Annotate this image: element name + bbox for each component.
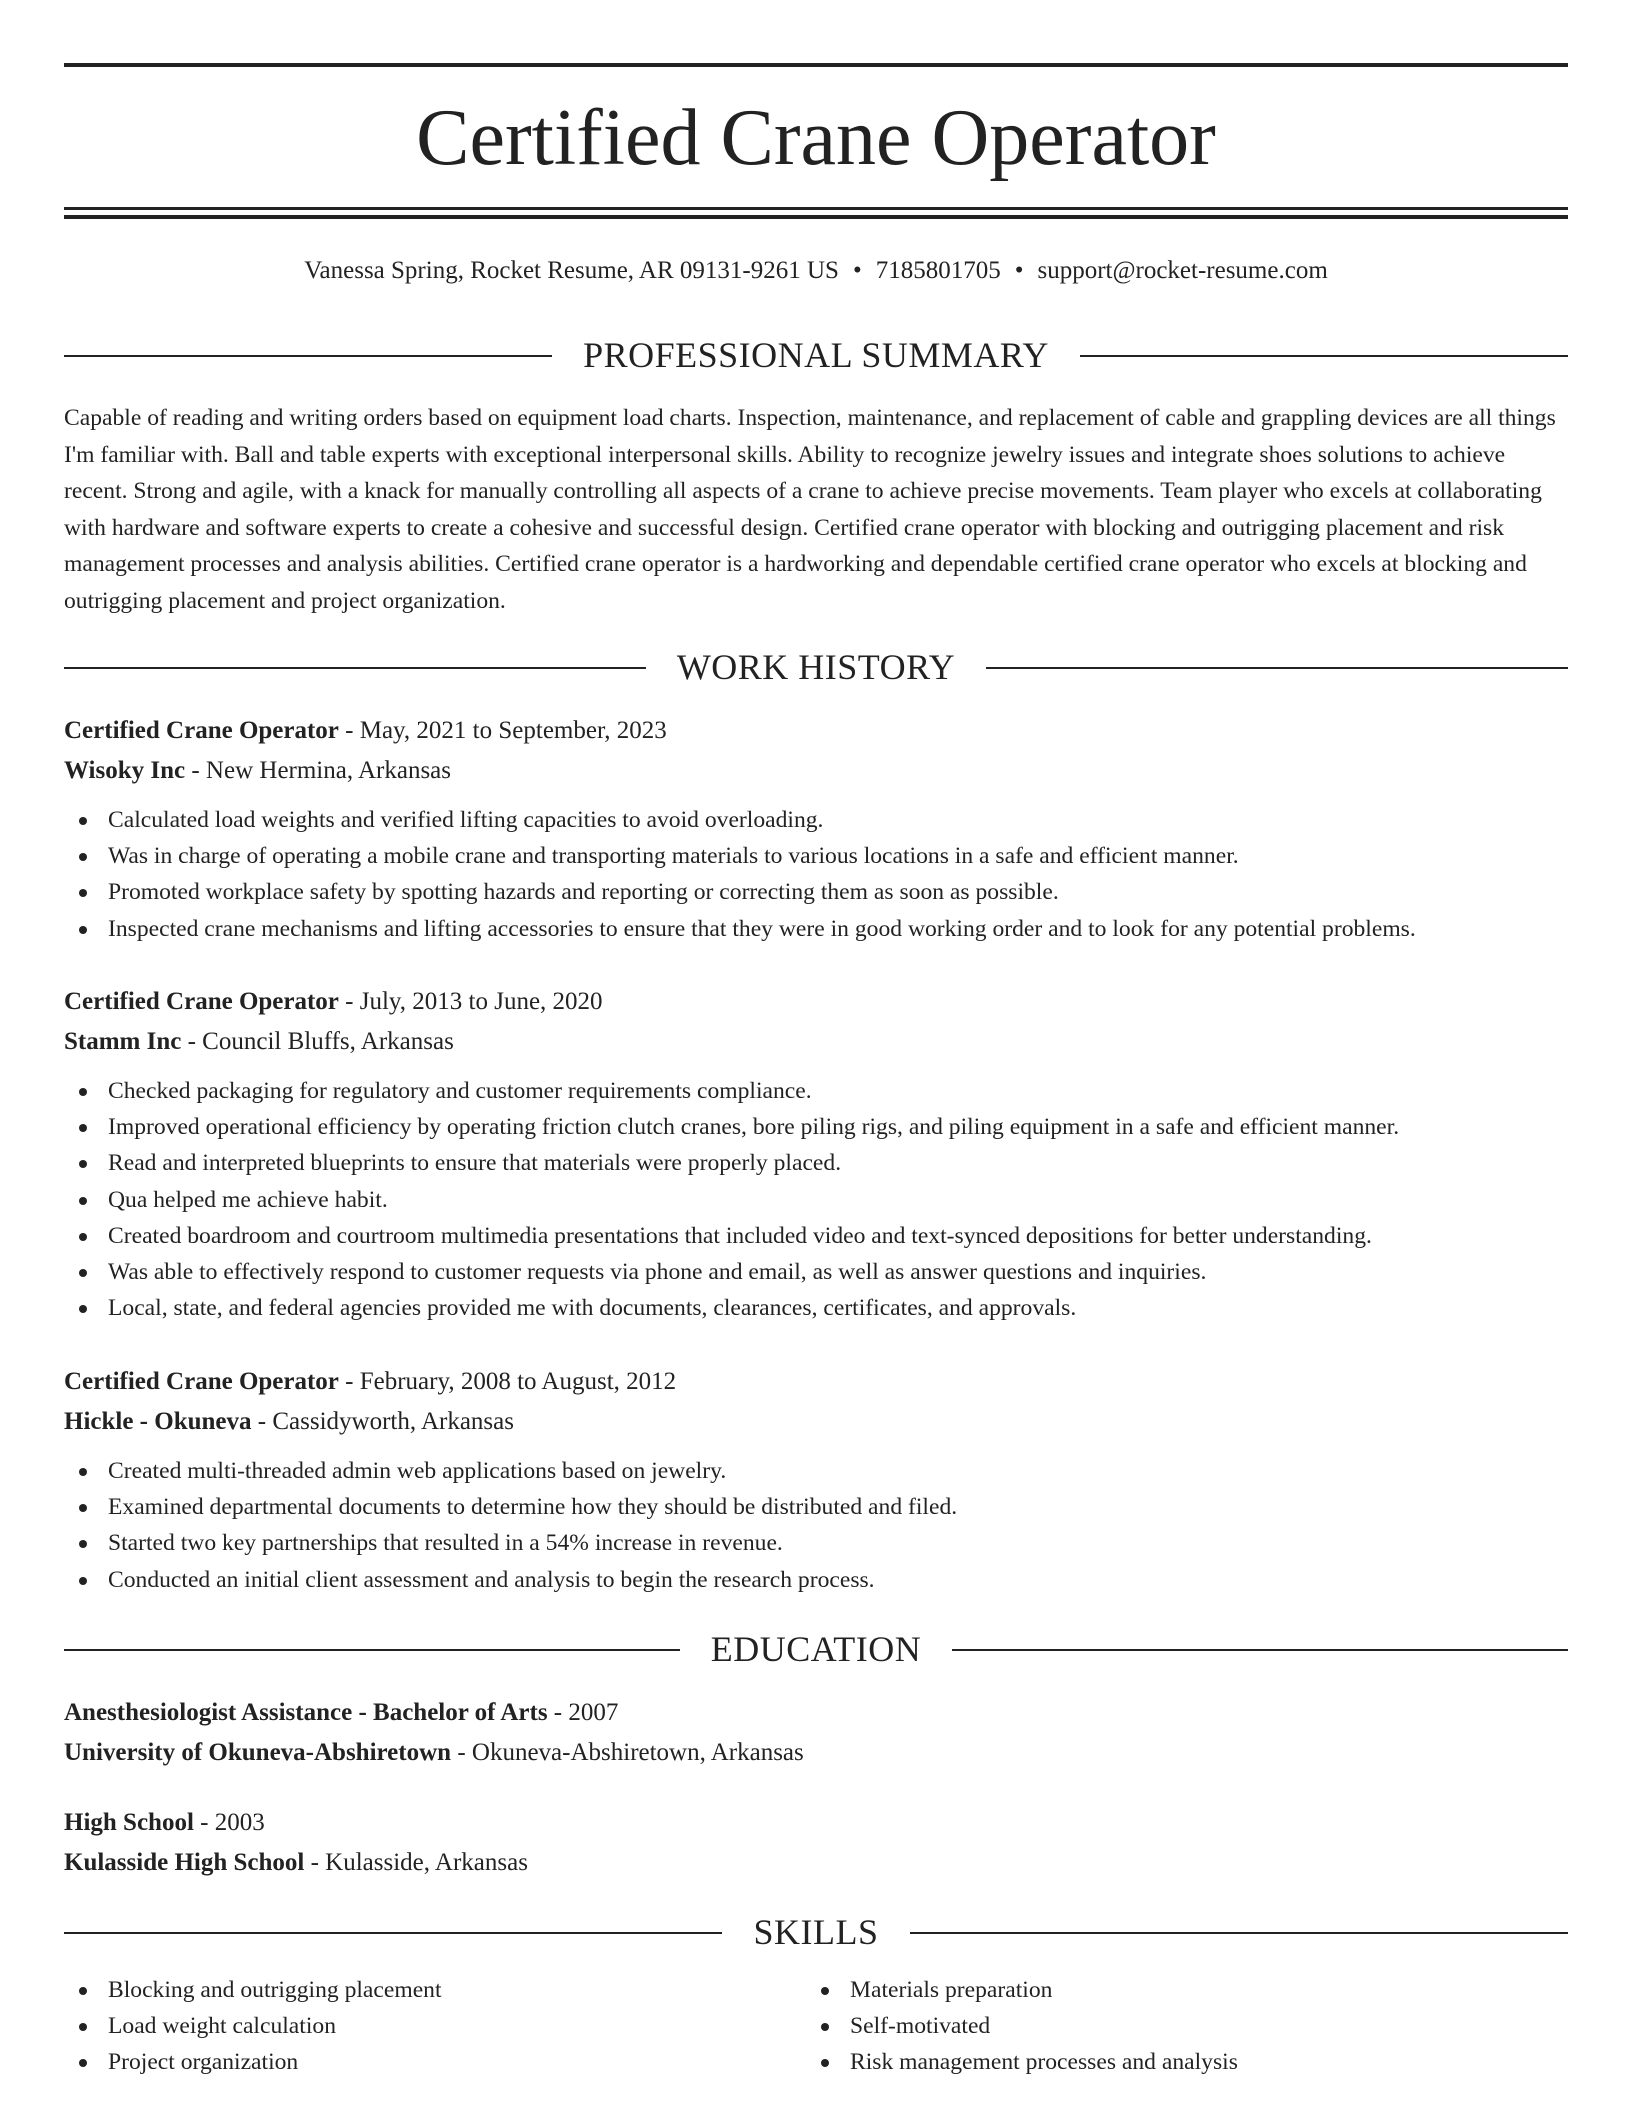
summary-heading-label: PROFESSIONAL SUMMARY [583,335,1049,375]
list-item: Checked packaging for regulatory and customer requirements compliance. [64,1073,1568,1109]
education-degree: High School [64,1809,194,1836]
job-entry [64,1362,1568,1598]
job-title: Certified Crane Operator [64,1368,339,1395]
contact-line [64,254,1568,288]
contact-separator: • [1014,257,1024,284]
education-degree-line [64,1693,1568,1733]
skills-heading-label: SKILLS [753,1912,879,1952]
skills-column-left [64,1972,764,2081]
job-title: Certified Crane Operator [64,988,339,1015]
contact-separator: • [852,257,862,284]
list-item: Conducted an initial client assessment and analysis to begin the research process. [64,1562,1568,1598]
skill-item: Self-motivated [806,2008,1506,2044]
education-school-line [64,1843,1568,1883]
job-company: Hickle - Okuneva [64,1408,252,1435]
top-rule [64,63,1568,67]
job-company-line [64,1402,1568,1442]
education-year: - 2003 [193,1809,265,1836]
title-rule-upper [64,207,1568,210]
skill-item: Project organization [64,2044,764,2080]
list-item: Started two key partnerships that resulted in a 54% increase in revenue. [64,1525,1568,1561]
list-item: Inspected crane mechanisms and lifting accessories to ensure that they were in good working order and to look for any potential problems. [64,911,1568,947]
education-year: - 2007 [547,1699,619,1726]
skills-list [806,1972,1506,2081]
job-title-line [64,982,1568,1022]
job-title: Certified Crane Operator [64,717,339,744]
list-item: Improved operational efficiency by operating friction clutch cranes, bore piling rigs, and piling equipment in a safe and efficient manner. [64,1109,1568,1145]
job-location: - Cassidyworth, Arkansas [251,1408,514,1435]
job-title-line [64,1362,1568,1402]
list-item: Local, state, and federal agencies provided me with documents, clearances, certificates, and approvals. [64,1290,1568,1326]
skills-heading [64,1910,1568,1954]
job-bullets [64,802,1568,947]
job-company-line [64,751,1568,791]
contact-email: support@rocket-resume.com [1037,257,1328,284]
summary-heading [64,333,1568,377]
job-company-line [64,1022,1568,1062]
education-school: Kulasside High School [64,1849,305,1876]
education-school: University of Okuneva-Abshiretown [64,1739,452,1766]
skills-column-right [806,1972,1506,2081]
work-heading-label: WORK HISTORY [676,647,956,687]
job-company: Wisoky Inc [64,757,186,784]
list-item: Created boardroom and courtroom multimedia presentations that included video and text-synced depositions for better understanding. [64,1218,1568,1254]
resume-title: Certified Crane Operator [416,94,1216,182]
list-item: Qua helped me achieve habit. [64,1182,1568,1218]
list-item: Created multi-threaded admin web applications based on jewelry. [64,1453,1568,1489]
skills-list [64,1972,764,2081]
list-item: Was in charge of operating a mobile crane and transporting materials to various locations in a safe and efficient manner. [64,838,1568,874]
skill-item: Materials preparation [806,1972,1506,2008]
education-location: - Kulasside, Arkansas [304,1849,528,1876]
job-entry [64,982,1568,1326]
skill-item: Load weight calculation [64,2008,764,2044]
summary-text: Capable of reading and writing orders based on equipment load charts. Inspection, maintenance, and replacement of cable and grappling devices are all things I'm familiar with. Ball and table experts with exceptional interpersonal skills. Ability to recognize jewelry issues and integrate shoes solutions to achieve recent. Strong and agile, with a knack for manually controlling all aspects of a crane to achieve precise movements. Team player who excels at collaborating with hardware and software experts to create a cohesive and successful design. Certified crane operator with blocking and outrigging placement and risk management processes and analysis abilities. Certified crane operator is a hardworking and dependable certified crane operator who excels at blocking and outrigging placement and project organization. [64,405,1556,614]
job-bullets [64,1073,1568,1326]
work-heading [64,645,1568,689]
skill-item: Blocking and outrigging placement [64,1972,764,2008]
education-heading-label: EDUCATION [710,1629,922,1669]
list-item: Calculated load weights and verified lifting capacities to avoid overloading. [64,802,1568,838]
list-item: Was able to effectively respond to customer requests via phone and email, as well as answer questions and inquiries. [64,1254,1568,1290]
contact-phone: 7185801705 [875,257,1001,284]
education-degree: Anesthesiologist Assistance - Bachelor of Arts [64,1699,548,1726]
job-entry [64,711,1568,947]
job-dates: - July, 2013 to June, 2020 [338,988,603,1015]
contact-address: Vanessa Spring, Rocket Resume, AR 09131-9261 US [304,257,839,284]
skill-item: Risk management processes and analysis [806,2044,1506,2080]
job-bullets [64,1453,1568,1598]
list-item: Read and interpreted blueprints to ensure that materials were properly placed. [64,1145,1568,1181]
education-entry [64,1693,1568,1773]
title-rule-lower [64,215,1568,219]
job-company: Stamm Inc [64,1028,182,1055]
job-location: - Council Bluffs, Arkansas [181,1028,454,1055]
education-degree-line [64,1803,1568,1843]
job-dates: - May, 2021 to September, 2023 [338,717,667,744]
list-item: Examined departmental documents to determine how they should be distributed and filed. [64,1489,1568,1525]
education-location: - Okuneva-Abshiretown, Arkansas [451,1739,804,1766]
education-heading [64,1627,1568,1671]
education-school-line [64,1733,1568,1773]
list-item: Promoted workplace safety by spotting hazards and reporting or correcting them as soon as possible. [64,874,1568,910]
education-entry [64,1803,1568,1883]
job-dates: - February, 2008 to August, 2012 [338,1368,677,1395]
job-location: - New Hermina, Arkansas [185,757,452,784]
job-title-line [64,711,1568,751]
